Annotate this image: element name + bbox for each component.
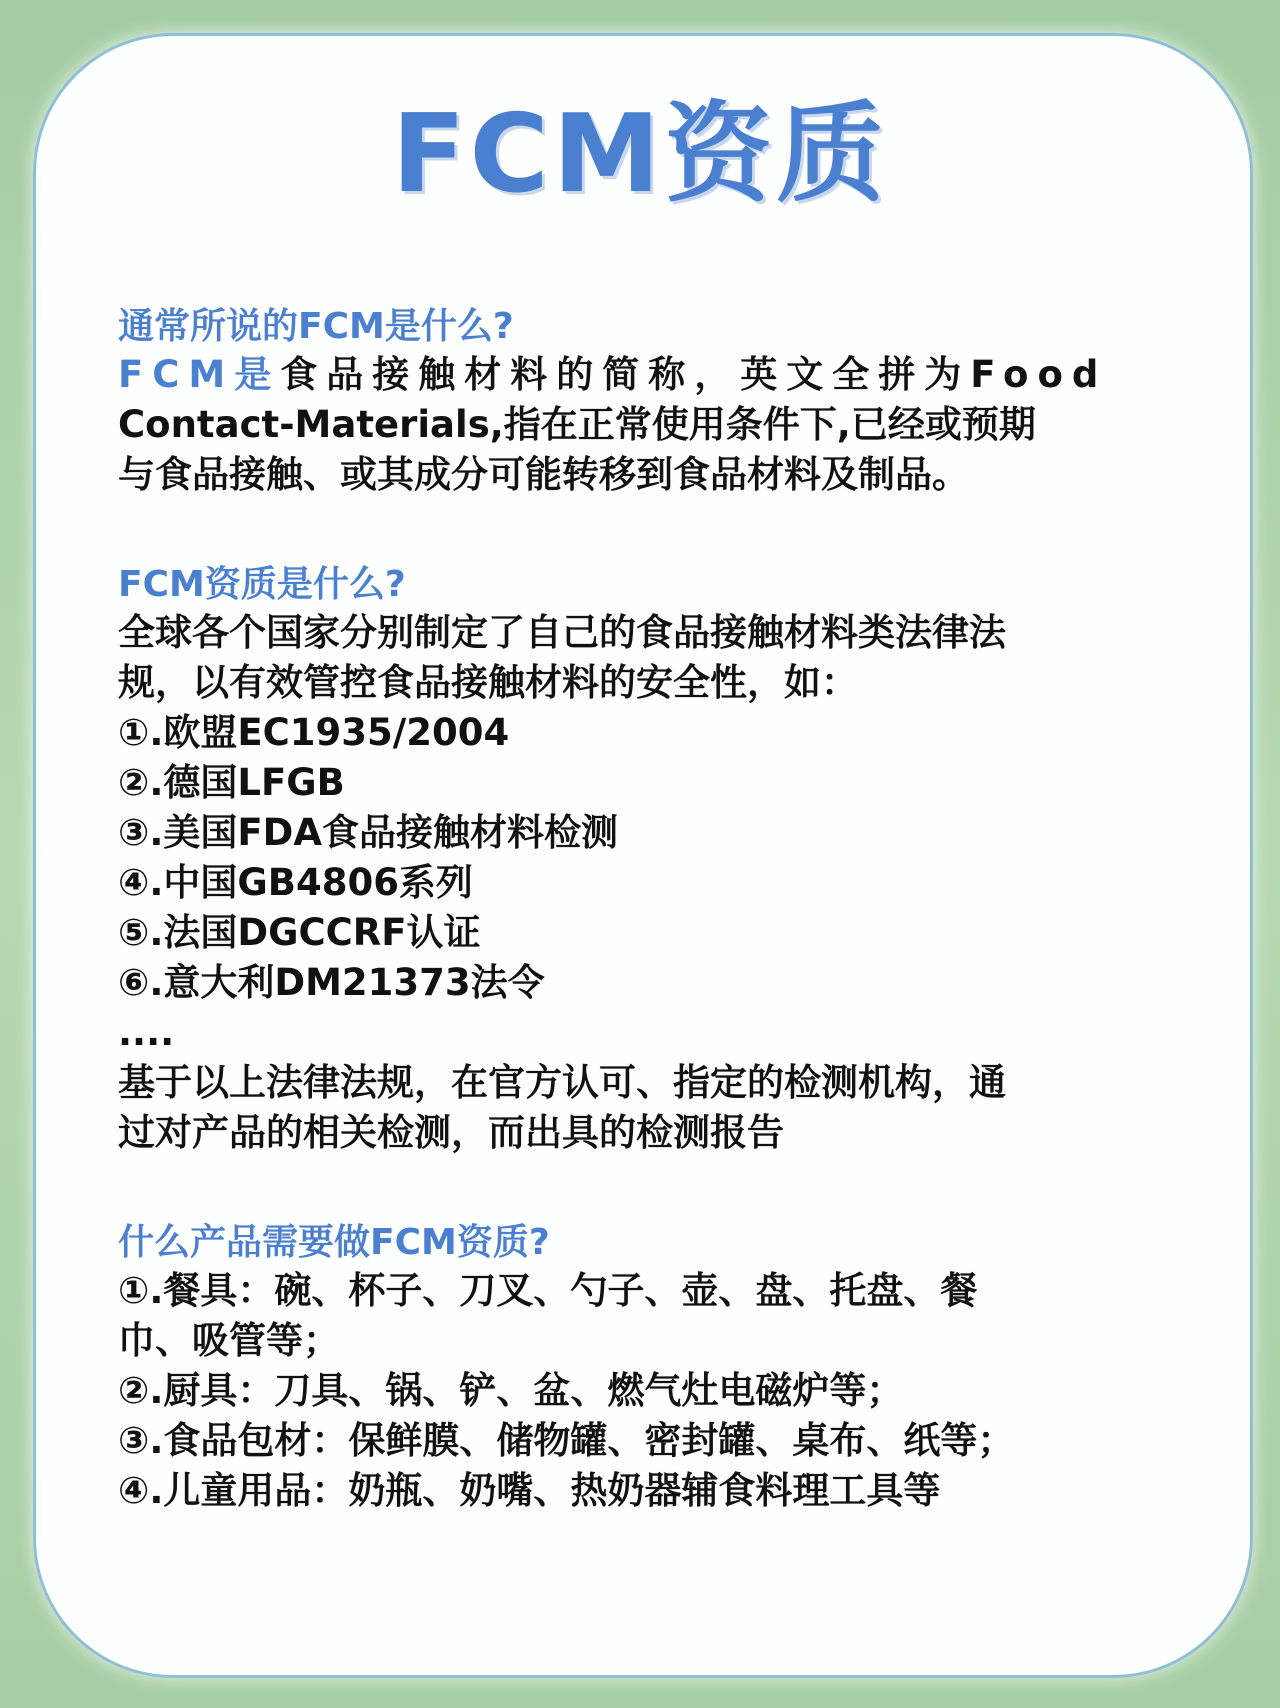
- regulation-item: ⑥.意大利DM21373法令: [118, 961, 545, 1004]
- product-line: ①.餐具：碗、杯子、刀叉、勺子、壶、盘、托盘、餐: [118, 1269, 978, 1312]
- section-heading: 通常所说的FCM是什么?: [118, 306, 514, 347]
- spacer: [118, 500, 1148, 562]
- regulation-item: ①.欧盟EC1935/2004: [118, 711, 510, 754]
- definition-line-3: 与食品接触、或其成分可能转移到食品材料及制品。: [118, 453, 969, 496]
- regulation-item: ③.美国FDA食品接触材料检测: [118, 811, 619, 854]
- product-line: ③.食品包材：保鲜膜、储物罐、密封罐、桌布、纸等；: [118, 1419, 1015, 1462]
- regulation-item: ④.中国GB4806系列: [118, 861, 473, 904]
- regulation-item: ②.德国LFGB: [118, 761, 345, 804]
- section-fcm-qualification: [118, 562, 1148, 1158]
- ellipsis: ....: [118, 1011, 175, 1054]
- definition-line-2: Contact-Materials,指在正常使用条件下,已经或预期: [118, 403, 1036, 446]
- conclusion-line: 过对产品的相关检测，而出具的检测报告: [118, 1111, 784, 1154]
- section-heading: FCM资质是什么?: [118, 564, 406, 605]
- section-what-is-fcm: [118, 304, 1148, 500]
- conclusion-line: 基于以上法律法规，在官方认可、指定的检测机构，通: [118, 1061, 1006, 1104]
- content-body: [118, 304, 1148, 1516]
- product-line: ②.厨具：刀具、锅、铲、盆、燃气灶电磁炉等；: [118, 1369, 904, 1412]
- intro-line: 规，以有效管控食品接触材料的安全性，如：: [118, 661, 858, 704]
- definition-line-1-rest: 食品接触材料的简称，英文全拼为Food: [280, 353, 1108, 396]
- section-which-products: [118, 1220, 1148, 1516]
- fcm-accent: FCM是: [118, 353, 281, 396]
- regulation-item: ⑤.法国DGCCRF认证: [118, 911, 481, 954]
- spacer: [118, 1158, 1148, 1220]
- section-heading: 什么产品需要做FCM资质?: [118, 1222, 550, 1263]
- product-line: 巾、吸管等；: [118, 1319, 340, 1362]
- product-line: ④.儿童用品：奶瓶、奶嘴、热奶器辅食料理工具等: [118, 1469, 941, 1512]
- definition-line-1: [118, 350, 1148, 400]
- intro-line: 全球各个国家分别制定了自己的食品接触材料类法律法: [118, 611, 1006, 654]
- page-title: FCM资质: [391, 92, 889, 217]
